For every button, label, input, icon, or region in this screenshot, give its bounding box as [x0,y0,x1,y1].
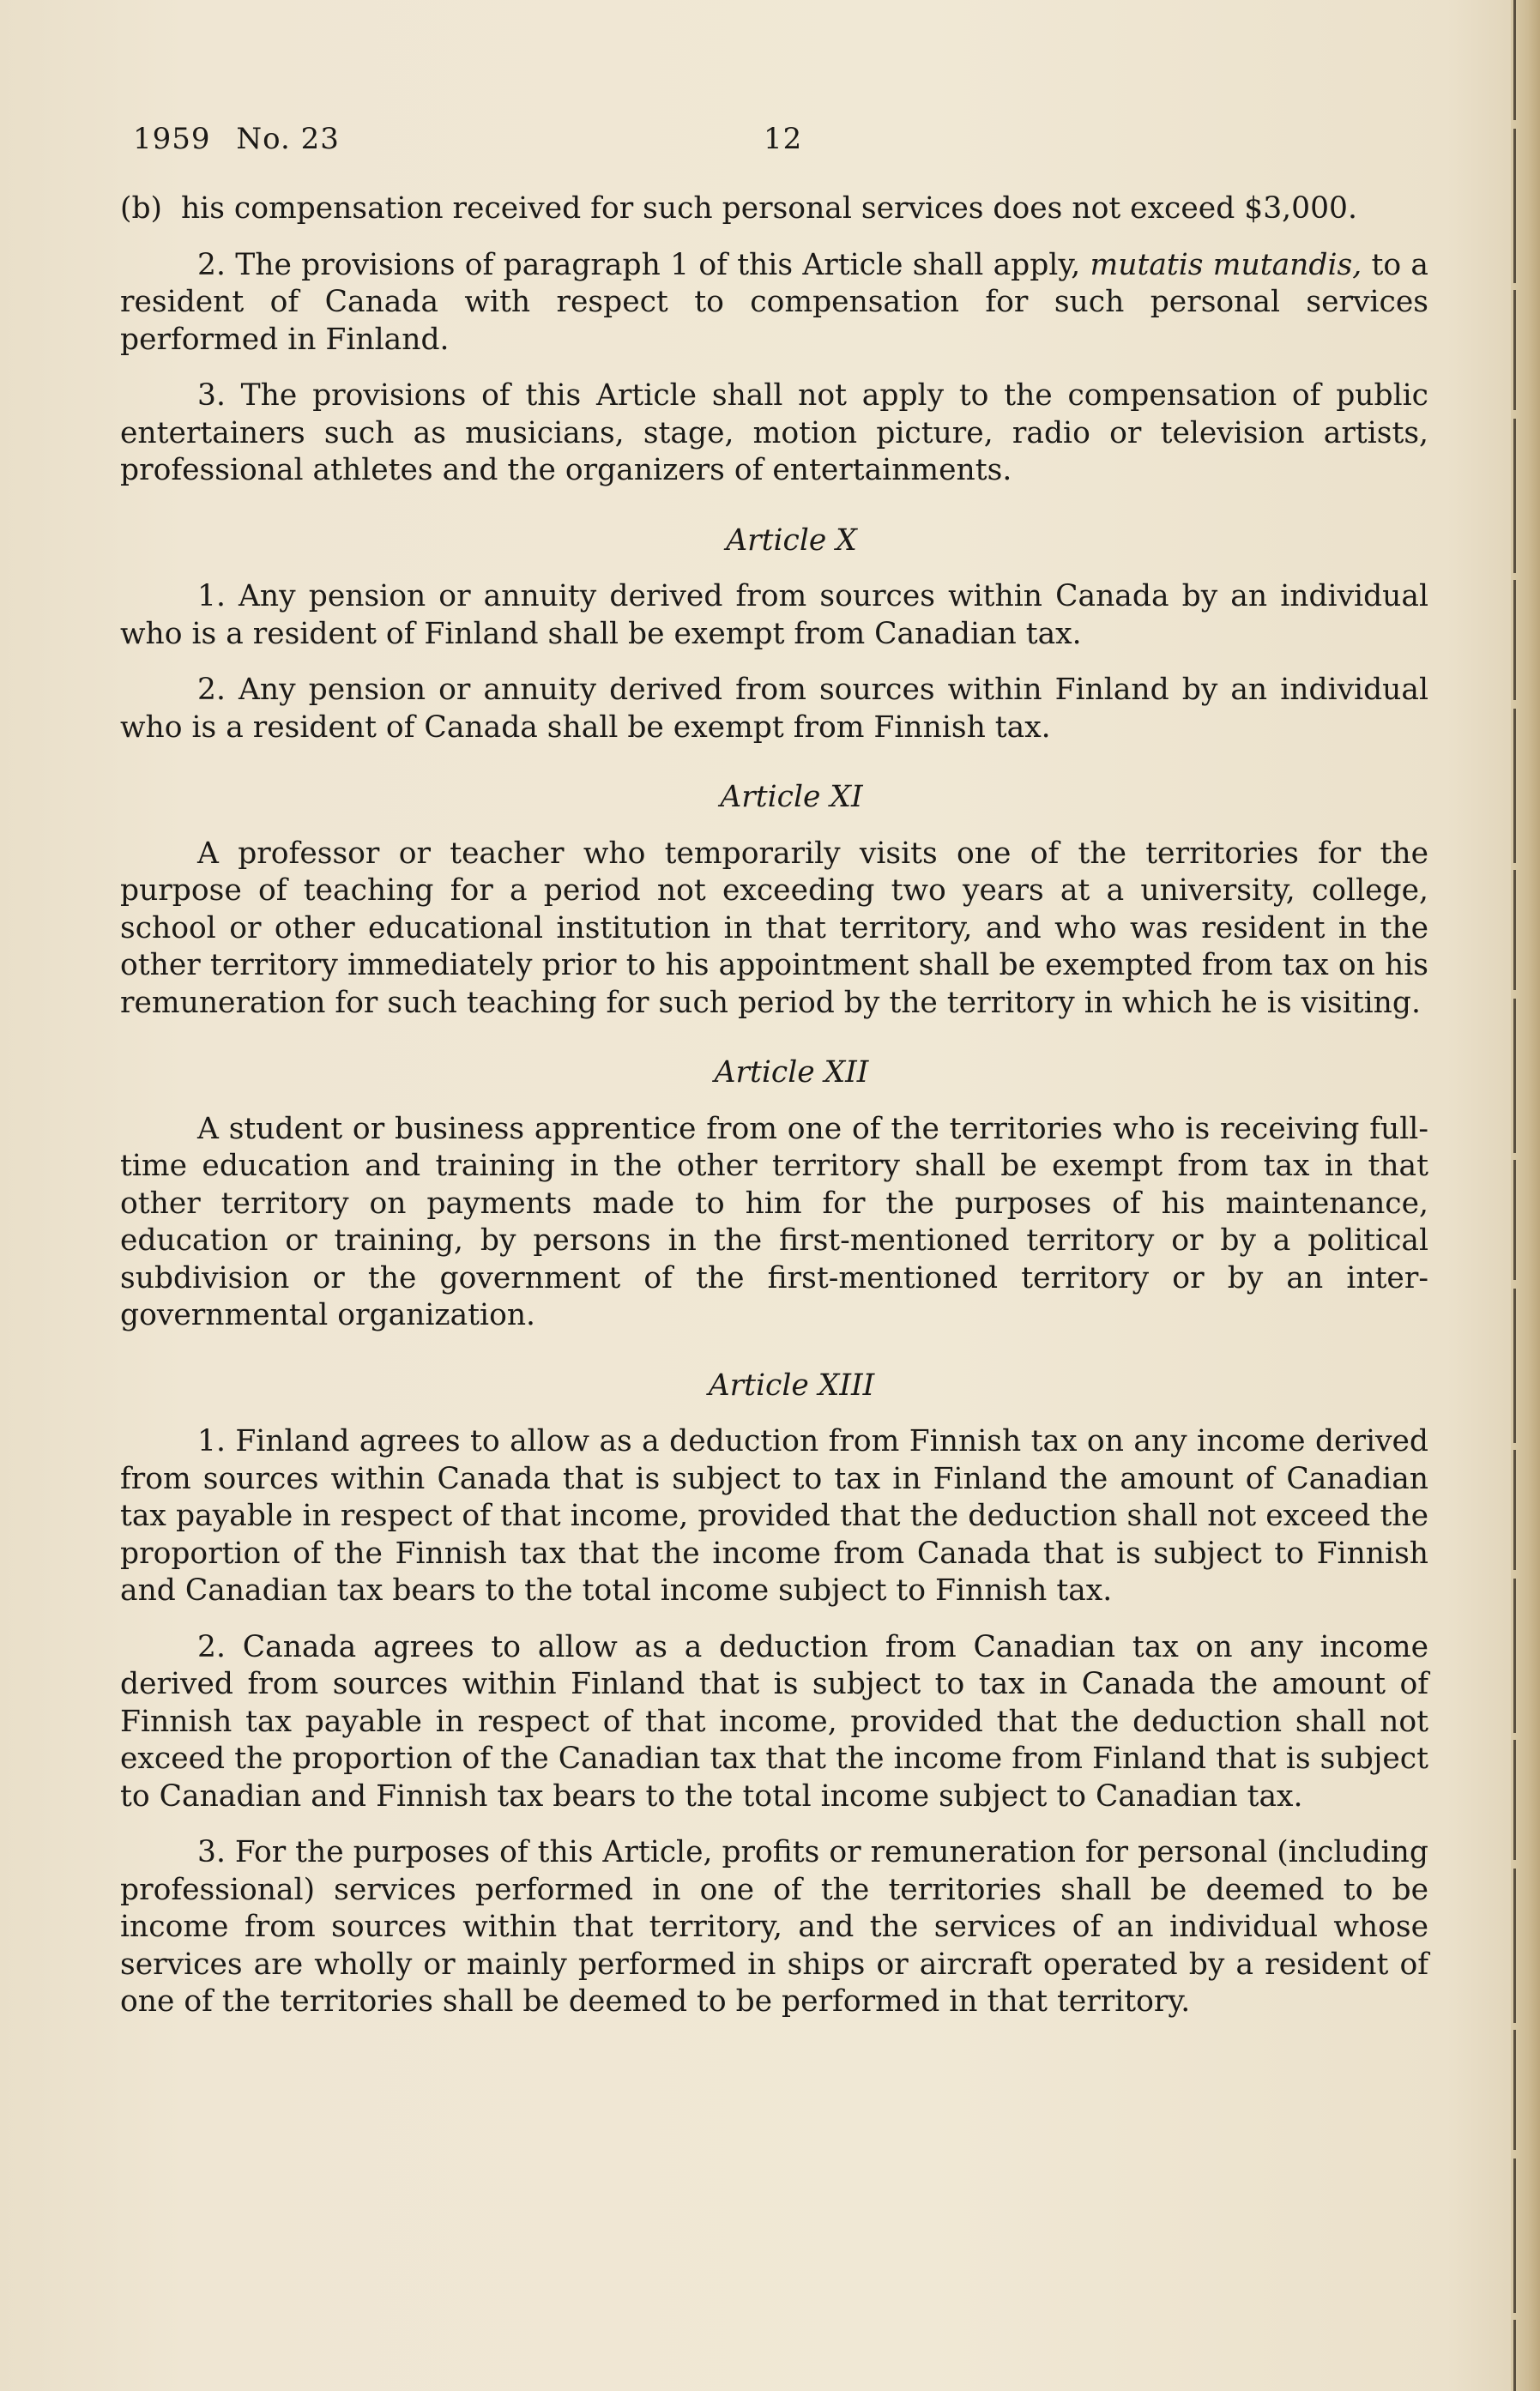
paragraph: 3. For the purposes of this Article, profits or remuneration for personal (including professional) services performed in one of the territories shall be deemed to be income from sources within that territory, and the services of an individual whose services are wholly or mainly performed in ships or aircraft operated by a resident of one of the territories shall be deemed to be performed in that territory. [120,1835,1428,2019]
paragraph: 1. Finland agrees to allow as a deduction from Finnish tax on any income derived from sources within Canada that is subject to tax in Finland the amount of Canadian tax payable in respect of that income, provided that the deduction shall not exceed the proportion of the Finnish tax that the income from Canada that is subject to Finnish and Canadian tax bears to the total income subject to Finnish tax. [120,1424,1428,1608]
paragraph: 2. Any pension or annuity derived from sources within Finland by an individual who is a resident of Canada shall be exempt from Finnish tax. [120,673,1428,745]
paragraph-text: to a resident of Canada with respect to compensation for such personal services performed in Finland. [120,247,1429,357]
binding-edge-line [1513,0,1516,2391]
article-heading: Article XIII [708,1368,875,1403]
paragraph: A professor or teacher who temporarily visits one of the territories for the purpose of teaching for a period not exceeding two years at a university, college, school or other educational institution in that territory, and who was resident in the other territory immediately prior to his appointment shall be exempted from tax on his remuneration for such teaching for such period by the territory in which he is visiting. [120,836,1428,1020]
paragraph-text: 2. The provisions of paragraph 1 of this Article shall apply, [197,247,1090,282]
subclause-text: his compensation received for such personal services does not exceed $3,000. [180,191,1357,226]
paragraph: 3. The provisions of this Article shall not apply to the compensation of public entertainers such as musicians, stage, motion picture, radio or television artists, professional athletes and the organizers of entertainments. [120,378,1428,487]
italic-phrase: mutatis mutandis, [1090,247,1362,282]
paragraph [120,247,1428,359]
paragraph: A student or business apprentice from one of the territories who is receiving full-time education and training in the other territory shall be exempt from tax in that other territory on payments made to him for the purposes of his maintenance, education or training, by persons in the first-mentioned territory or by a political subdivision or the government of the first-mentioned territory or by an inter-governmental organization. [120,1111,1428,1332]
subclause-b [120,190,1428,228]
article-heading: Article X [726,522,857,558]
article-heading: Article XII [714,1055,869,1090]
document-body [120,190,1428,2040]
paragraph: 2. Canada agrees to allow as a deduction from Canadian tax on any income derived from sources within Finland that is subject to tax in Canada the amount of Finnish tax payable in respect of that income, provided that the deduction shall not exceed the proportion of the Canadian tax that the income from Finland that is subject to Canadian and Finnish tax bears to the total income subject to Canadian tax. [120,1629,1428,1814]
article-heading: Article XI [720,780,863,814]
header-year: 1959 [133,122,211,156]
page-number: 12 [764,122,803,156]
header-number: No. 23 [236,122,340,156]
paragraph: 1. Any pension or annuity derived from sources within Canada by an individual who is a resident of Finland shall be exempt from Canadian tax. [120,579,1428,651]
page-header [133,122,803,156]
subclause-label: (b) [120,191,163,226]
